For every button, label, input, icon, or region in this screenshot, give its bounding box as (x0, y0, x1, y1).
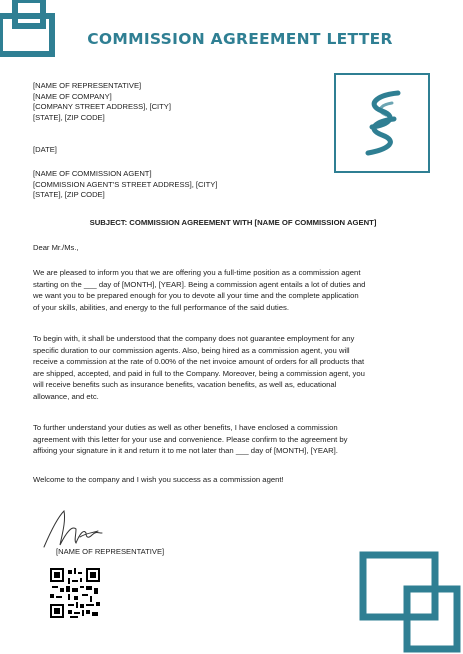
sender-address (33, 81, 171, 124)
letter-date: [DATE] (33, 145, 57, 154)
company-logo (334, 73, 430, 173)
paragraph-1 (33, 267, 437, 313)
page-title: COMMISSION AGREEMENT LETTER (87, 30, 393, 48)
sender-line: [NAME OF REPRESENTATIVE] (33, 81, 142, 90)
paragraph-line: will receive benefits such as insurance benefits, vacation benefits, as well as, educational (33, 380, 337, 390)
paragraph-4 (33, 474, 437, 486)
paragraph-line: receive a commission at the rate of 0.00% of the net invoice amount of orders for all products that (33, 357, 365, 367)
sender-line: [STATE], [ZIP CODE] (33, 113, 105, 123)
signature-name: [NAME OF REPRESENTATIVE] (56, 547, 165, 556)
sender-line: [COMPANY STREET ADDRESS], [CITY] (33, 102, 171, 112)
recipient-line: [COMMISSION AGENT'S STREET ADDRESS], [CITY] (33, 179, 218, 189)
signature-scribble-icon (40, 503, 140, 553)
subject-line: SUBJECT: COMMISSION AGREEMENT WITH [NAME OF COMMISSION AGENT] (89, 218, 377, 227)
paragraph-line: we want you to be prepared enough for you to devote all your time and the complete application (33, 291, 359, 301)
recipient-line: [NAME OF COMMISSION AGENT] (33, 169, 152, 178)
paragraph-line: affixing your signature in it and return it to me not later than ___ day of [MONTH], [YEAR]. (33, 446, 338, 456)
corner-decoration-bottom-right (355, 545, 463, 654)
paragraph-line: To further understand your duties as well as other benefits, I have enclosed a commission (33, 423, 338, 432)
paragraph-line: specific duration to our commission agents. Also, being hired as a commission agent, you will (33, 345, 350, 355)
paragraph-3 (33, 422, 437, 457)
paragraph-line: allowance, and etc. (33, 391, 99, 401)
sender-line: [NAME OF COMPANY] (33, 91, 112, 101)
paragraph-line: starting on the ___ day of [MONTH], [YEAR]. Being a commission agent entails a lot of duties and (33, 279, 366, 289)
s-wave-logo-icon (336, 75, 428, 171)
qr-code-icon (50, 568, 100, 618)
paragraph-line: We are pleased to inform you that we are offering you a full-time position as a commission agent (33, 268, 361, 277)
paragraph-2 (33, 333, 437, 403)
recipient-address (33, 169, 217, 201)
recipient-line: [STATE], [ZIP CODE] (33, 190, 105, 200)
paragraph-line: are shipped, accepted, and paid in full to the Company. Moreover, being a commission agent, you (33, 368, 365, 378)
paragraph-line: of your skills, abilities, and energy to the full performance of the said duties. (33, 302, 289, 312)
salutation: Dear Mr./Ms., (33, 243, 79, 252)
paragraph-line: agreement with this letter for your use and convenience. Please confirm to the agreement by (33, 434, 348, 444)
paragraph-line: To begin with, it shall be understood that the company does not guarantee employment for any (33, 334, 355, 343)
paragraph-line: Welcome to the company and I wish you success as a commission agent! (33, 475, 284, 484)
